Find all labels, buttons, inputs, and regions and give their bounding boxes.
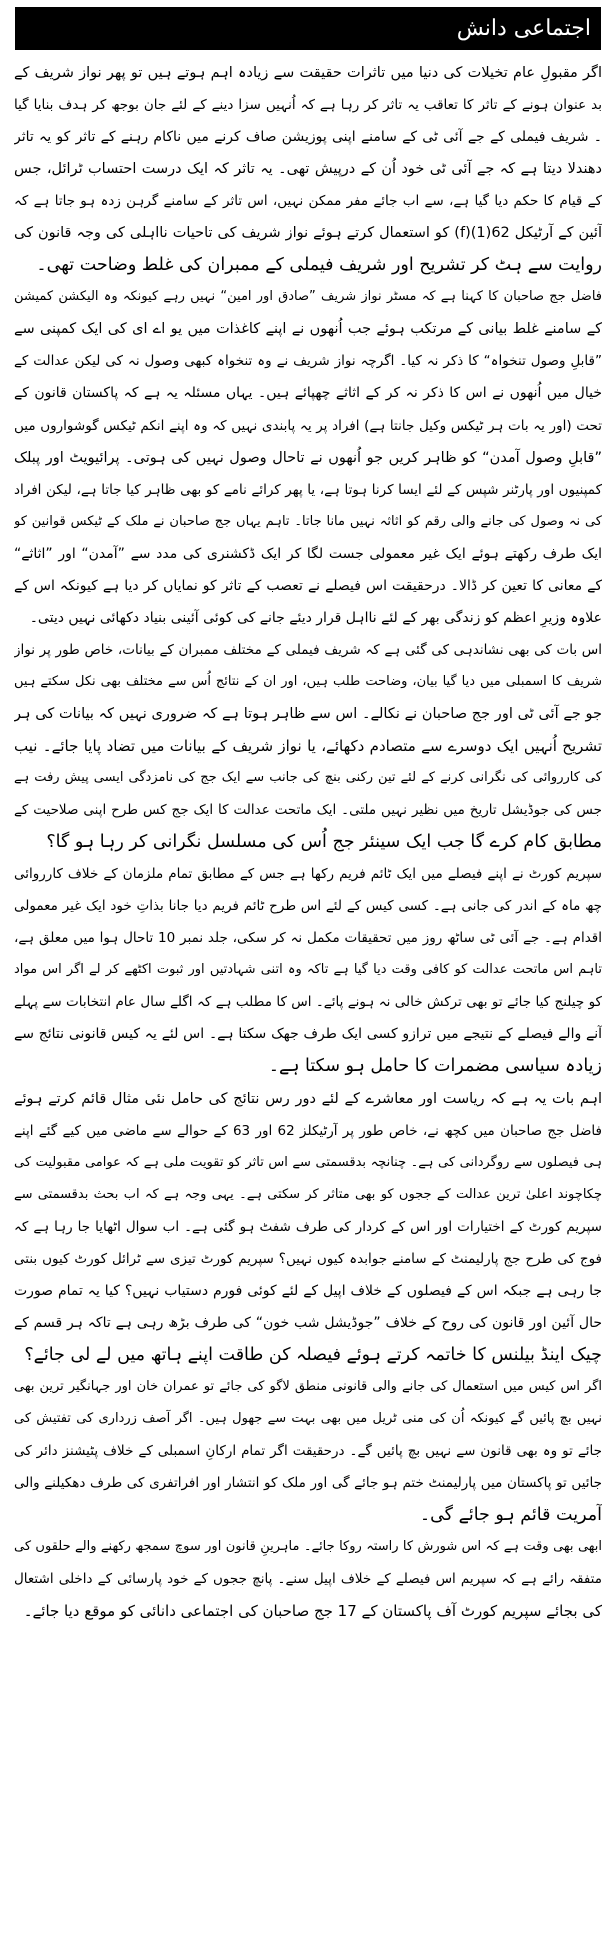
article-line: جو جے آئی ٹی اور جج صاحبان نے نکالے۔ اس سے ظاہر ہوتا ہے کہ ضروری نہیں کہ بیانات کی ہر [14, 705, 602, 722]
article-line: چیک اینڈ بیلنس کا خاتمہ کرتے ہوئے فیصلہ کن طاقت اپنے ہاتھ میں لے لی جائے؟ [24, 1344, 602, 1365]
article-line: مطابق کام کرے گا جب ایک سینئر جج اُس کی مسلسل نگرانی کر رہا ہو گا؟ [46, 832, 602, 853]
article-line: جائیں تو پاکستان میں پارلیمنٹ ختم ہو جائے گی اور ملک کو انتشار اور افراتفری کی طرف دھکیلنے والی [14, 1475, 602, 1492]
article-line: روایت سے ہٹ کر تشریح اور شریف فیملی کے ممبران کی غلط وضاحت تھی۔ [36, 255, 602, 276]
article-line: اہم بات یہ ہے کہ ریاست اور معاشرے کے لئے دور رس نتائج کی حامل نئی مثال قائم کرتے ہوئے [14, 1090, 602, 1107]
article-line: کے سامنے غلط بیانی کے مرتکب ہوئے جب اُنھوں نے اپنے کاغذات میں یو اے ای کی ایک کمپنی سے [14, 321, 602, 338]
article-line: جس کی جوڈیشل تاریخ میں نظیر نہیں ملتی۔ ایک ماتحت عدالت کا ایک جج کس طرح اپنی صلاحیت کے [14, 802, 602, 819]
article-line: کی نہ وصول کی جانے والی رقم کو اثاثہ نہیں مانا جاتا۔ تاہم یہاں جج صاحبان نے ملک کے ٹیکس قوانین کو [14, 513, 602, 529]
article-line: چکاچوند اعلیٰ ترین عدالت کے ججوں کو بھی متاثر کر سکتی ہے۔ یہی وجہ ہے کہ اب بحث بدقسمتی سے [14, 1186, 602, 1202]
article-line: نہیں بچ پائیں گے کیونکہ اُن کی منی ٹریل میں بھی بہت سے جھول ہیں۔ اگر آصف زرداری کی تفتیش کی [14, 1410, 602, 1426]
column-header-bar [15, 7, 601, 50]
article-line: جا رہی ہے جبکہ اس کے فیصلوں کے خلاف اپیل کے لئے کوئی فورم دستیاب نہیں؟ کیا یہ تمام صورت [14, 1282, 602, 1299]
article-line: خیال میں اُنھوں نے اس کا ذکر نہ کر کے اثاثے چھپائے ہیں۔ یہاں مسئلہ یہ ہے کہ پاکستان قانون کے [14, 385, 602, 402]
article-line: کے معانی کا تعین کر ڈالا۔ درحقیقت اس فیصلے نے تعصب کے تاثر کو نمایاں کر دیا ہے کیونکہ اس کے [14, 577, 602, 594]
article-line: کی بجائے سپریم کورٹ آف پاکستان کے 17 جج صاحبان کی اجتماعی دانائی کو موقع دیا جائے۔ [23, 1602, 602, 1621]
article-line: فاضل جج صاحبان میں کچھ نے، خاص طور پر آرٹیکلز 62 اور 63 کے حوالے سے ماضی میں کیے گئے اپنے [14, 1122, 602, 1139]
article-line: تاہم اس ماتحت عدالت کو کافی وقت دیا گیا ہے تاکہ وہ اتنی شہادتیں اور ثبوت اکٹھے کر لے اگر اس مواد [14, 962, 602, 978]
article-line: آئین کے آرٹیکل 62(1)(f) کو استعمال کرتے ہوئے نواز شریف کی تاحیات نااہلی کی وجہ قانون کی [14, 225, 602, 242]
article-line: بد عنوان ہونے کے تاثر کا تعاقب یہ تاثر کر رہا ہے کہ اُنہیں سزا دینے کے لئے جان بوجھ کر ہدف بنایا گیا [14, 97, 602, 114]
article-line: دھندلا دیتا ہے کہ جے آئی ٹی خود اُن کے درپیش تھی۔ یہ تاثر کہ ایک درست احتساب ٹرائل، جس [14, 161, 602, 178]
article-paragraph [14, 634, 602, 858]
article-line: اگر اس کیس میں استعمال کی جانے والی قانونی منطق لاگو کی جائے تو عمران خان اور جہانگیر ترین بھی [14, 1378, 602, 1394]
article-line: تحت (اور یہ بات ہر ٹیکس وکیل جانتا ہے) افراد پر یہ پابندی نہیں کہ وہ اپنے انکم ٹیکس گوشواروں میں [14, 417, 602, 434]
article-line: ابھی بھی وقت ہے کہ اس شورش کا راستہ روکا جائے۔ ماہرینِ قانون اور سوچ سمجھ رکھنے والے حلقوں کی [14, 1539, 602, 1555]
article-paragraph [14, 1371, 602, 1531]
article-line: اقدام ہے۔ جے آئی ٹی ساٹھ روز میں تحقیقات مکمل نہ کر سکی، جلد نمبر 10 تاحال ہوا میں معلق ہے، [14, 930, 602, 947]
article-paragraph [14, 1083, 602, 1371]
article-paragraph [14, 858, 602, 1082]
article-line: سپریم کورٹ نے اپنے فیصلے میں ایک ٹائم فریم رکھا ہے جس کے مطابق تمام ملزمان کے خلاف کارروائی [14, 866, 602, 883]
article-paragraph [14, 1531, 602, 1627]
article-line: تشریح اُنہیں ایک دوسرے سے متصادم دکھائے، یا نواز شریف کے بیانات میں تضاد پایا جائے۔ نیب [14, 736, 602, 755]
article-line: اس بات کی بھی نشاندہی کی گئی ہے کہ شریف فیملی کے مختلف ممبران کے بیانات، خاص طور پر نواز [14, 641, 602, 658]
article-line: کمپنیوں اور پارٹنر شپس کے لئے ایسا کرنا ہوتا ہے، یا پھر کرائے نامے کو بھی ظاہر کیا جاتا ہے، لیکن افراد [14, 481, 602, 498]
article-line: ایک طرف رکھتے ہوئے ایک غیر معمولی جست لگا کر ایک ڈکشنری کی مدد سے ”آمدن“ اور ”اثاثے“ [14, 545, 602, 562]
article-line: حال آئین اور قانون کی روح کے خلاف ”جوڈیشل شب خون“ کی طرف بڑھ رہی ہے تاکہ ہر قسم کے [14, 1314, 602, 1331]
article-line: کے قیام کا حکم دیا گیا ہے، سے اب جائے مفر ممکن نہیں، اس تاثر کے سامنے گرہن زدہ ہو جاتا ہے کہ [14, 193, 602, 210]
article-line: زیادہ سیاسی مضمرات کا حامل ہو سکتا ہے۔ [268, 1056, 602, 1077]
article-line: کو چیلنج کیا جائے تو بھی ترکش خالی نہ ہونے پائے۔ اس کا مطلب ہے کہ اگلے سال عام انتخابات سے پہلے [14, 994, 602, 1011]
article-line: فاضل جج صاحبان کا کہنا ہے کہ مسٹر نواز شریف ”صادق اور امین“ نہیں رہے کیونکہ وہ الیکشن کمیشن [14, 289, 602, 305]
article-line: کی کارروائی کی نگرانی کرنے کے لئے تین رکنی بنچ کی جانب سے ایک جج کی نامزدگی ایسی پیش رفت ہے [14, 770, 602, 786]
article-line: شریف کا اسمبلی میں دیا گیا بیان، وضاحت طلب ہیں، اور ان کے نتائج اُس سے مختلف بھی نکل سکتے ہیں [14, 673, 602, 689]
article-paragraph [14, 281, 602, 634]
article-body [14, 57, 602, 1627]
article-paragraph [14, 57, 602, 281]
article-line: ہی فیصلوں سے روگردانی کی ہے۔ چنانچہ بدقسمتی سے اس تاثر کو تقویت ملی ہے کہ عوامی مقبولیت کی [14, 1154, 602, 1170]
article-line: آنے والے فیصلے کے نتیجے میں ترازو کسی ایک طرف جھک سکتا ہے۔ اس لئے یہ کیس قانونی نتائج سے [14, 1026, 602, 1043]
article-line: ۔ شریف فیملی کے جے آئی ٹی کے سامنے اپنی پوزیشن صاف کرنے میں ناکام رہنے کے تاثر کو یہ تاثر [14, 129, 602, 146]
article-line: جائے تو وہ بھی قانون سے نہیں بچ پائیں گے۔ درحقیقت اگر تمام ارکانِ اسمبلی کے خلاف پٹیشنز دائر کی [14, 1443, 602, 1460]
article-line: اگر مقبولِ عام تخیلات کی دنیا میں تاثرات حقیقت سے زیادہ اہم ہوتے ہیں تو پھر نواز شریف کے [14, 65, 602, 81]
article-line: فوج کی طرح جج پارلیمنٹ کے سامنے جوابدہ کیوں نہیں؟ سپریم کورٹ تیزی سے ٹرائل کورٹ کیوں بنتی [14, 1250, 602, 1267]
article-line: آمریت قائم ہو جائے گی۔ [419, 1505, 602, 1526]
article-line: چھ ماہ کے اندر کی جانی ہے۔ کسی کیس کے لئے اس طرح ٹائم فریم دیا جانا بذاتِ خود ایک غیر معمولی [14, 898, 602, 915]
article-line: علاوہ وزیرِ اعظم کو زندگی بھر کے لئے نااہل قرار دیئے جانے کی کوئی آئینی بنیاد دکھائی نہیں دیتی۔ [29, 609, 602, 626]
article-line: ”قابلِ وصول تنخواہ“ کا ذکر نہ کیا۔ اگرچہ نواز شریف نے وہ تنخواہ کبھی وصول نہ کی لیکن عدالت کے [14, 353, 602, 370]
article-line: سپریم کورٹ کے اختیارات اور اس کے کردار کی طرف شفٹ ہو گئی ہے۔ اب سوال اٹھایا جا رہا ہے کہ [14, 1218, 602, 1235]
article-line: متفقہ رائے ہے کہ سپریم اس فیصلے کے خلاف اپیل سنے۔ پانچ ججوں کے خود پارسائی کے داخلی اشتعال [14, 1571, 602, 1588]
article-line: ”قابلِ وصول آمدن“ کو ظاہر کریں جو اُنھوں نے تاحال وصول نہیں کی ہوتی۔ پرائیویٹ اور پبلک [14, 449, 602, 466]
column-title: اجتماعی دانش [456, 16, 591, 41]
